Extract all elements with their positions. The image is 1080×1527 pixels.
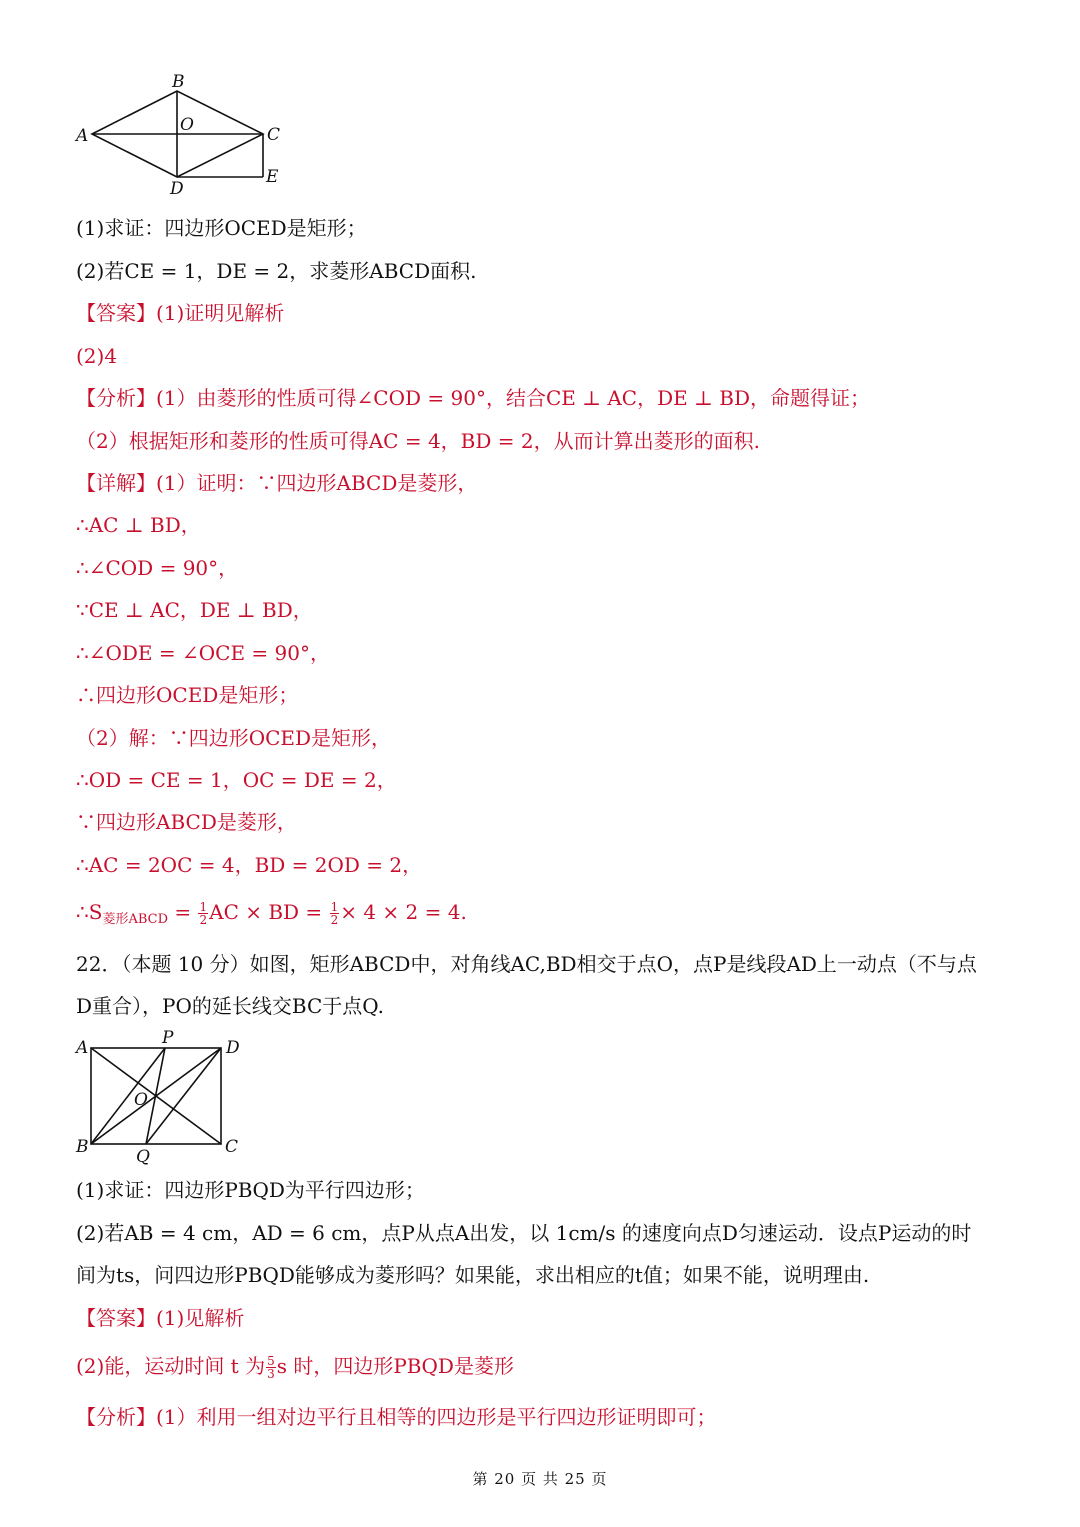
label-O: O bbox=[180, 115, 194, 135]
q22-answer2 bbox=[76, 1352, 514, 1380]
fraction-half: $\frac{1}{2}$ bbox=[199, 900, 208, 927]
label-A: A bbox=[76, 1038, 89, 1058]
q22-analysis1: 【分析】(1）利用一组对边平行且相等的四边形是平行四边形证明即可； bbox=[76, 1405, 717, 1429]
q22-part2-line2: 间为ts，问四边形PBQD能够成为菱形吗？如果能，求出相应的t值；如果不能，说明理由. bbox=[76, 1263, 870, 1287]
q21-part1: (1)求证：四边形OCED是矩形； bbox=[76, 216, 367, 240]
answer2-suffix: s 时，四边形PBQD是菱形 bbox=[276, 1354, 514, 1378]
area-mid: AC × BD = bbox=[209, 900, 329, 924]
label-A: A bbox=[76, 126, 89, 146]
q22-part2-line1: (2)若AB = 4 cm，AD = 6 cm，点P从点A出发，以 1cm/s 的速度向点D匀速运动．设点P运动的时 bbox=[76, 1221, 972, 1245]
q21-analysis2: （2）根据矩形和菱形的性质可得AC = 4，BD = 2，从而计算出菱形的面积. bbox=[76, 429, 760, 453]
q22-answer1: 【答案】(1)见解析 bbox=[76, 1306, 245, 1330]
page-footer: 第 20 页 共 25 页 bbox=[472, 1470, 608, 1488]
area-subscript: 菱形ABCD bbox=[102, 912, 168, 927]
q21-detail-line: ∴AC = 2OC = 4，BD = 2OD = 2， bbox=[76, 853, 423, 877]
q21-detail-line: 【详解】(1）证明：∵四边形ABCD是菱形， bbox=[76, 471, 478, 495]
label-D: D bbox=[226, 1038, 240, 1058]
q21-area-formula: $\therefore S_{菱形ABCD}$ = $\frac{1}{2}$ AC × BD = $\frac{1}{2}$ × 4 × 2 = 4. bbox=[76, 900, 467, 927]
rhombus-figure bbox=[70, 70, 290, 200]
q22-part1: (1)求证：四边形PBQD为平行四边形； bbox=[76, 1178, 425, 1202]
rectangle-figure bbox=[70, 1025, 260, 1170]
q21-detail-line: ∵CE ⊥ AC，DE ⊥ BD， bbox=[76, 598, 313, 622]
label-D: D bbox=[170, 179, 184, 199]
label-E: E bbox=[266, 167, 279, 187]
label-O: O bbox=[134, 1090, 148, 1110]
label-B: B bbox=[76, 1137, 89, 1157]
label-Q: Q bbox=[136, 1147, 150, 1167]
fraction-five-thirds: $\frac{5}{3}$ bbox=[267, 1354, 275, 1381]
label-B: B bbox=[172, 72, 185, 92]
label-C: C bbox=[225, 1137, 239, 1157]
q21-part2: (2)若CE = 1，DE = 2，求菱形ABCD面积. bbox=[76, 259, 477, 283]
q21-answer1: 【答案】(1)证明见解析 bbox=[76, 301, 285, 325]
q21-detail-line: ∴四边形OCED是矩形； bbox=[76, 683, 299, 707]
q21-detail-line: ∴∠ODE = ∠OCE = 90°， bbox=[76, 641, 330, 665]
q21-detail-line: （2）解：∵四边形OCED是矩形， bbox=[76, 726, 392, 750]
answer2-prefix: (2)能，运动时间 t 为 bbox=[76, 1354, 266, 1378]
fraction-half: $\frac{1}{2}$ bbox=[330, 900, 339, 927]
q22-stem-line2: D重合），PO的延长线交BC于点Q. bbox=[76, 994, 385, 1018]
label-P: P bbox=[162, 1028, 174, 1048]
q21-detail-line: ∵四边形ABCD是菱形， bbox=[76, 810, 297, 834]
q22-stem-line1: 22．（本题 10 分）如图，矩形ABCD中，对角线AC,BD相交于点O，点P是线段AD上一动点（不与点 bbox=[76, 952, 977, 976]
q21-detail-line: ∴AC ⊥ BD， bbox=[76, 513, 201, 537]
area-prefix: ∴S bbox=[76, 900, 103, 924]
q21-detail-line: ∴∠COD = 90°， bbox=[76, 556, 239, 580]
q21-detail-line: ∴OD = CE = 1，OC = DE = 2， bbox=[76, 768, 397, 792]
q21-analysis1: 【分析】(1）由菱形的性质可得∠COD = 90°，结合CE ⊥ AC，DE ⊥ BD，命题得证； bbox=[76, 386, 871, 410]
area-end: × 4 × 2 = 4. bbox=[340, 900, 467, 924]
q21-answer2: (2)4 bbox=[76, 344, 118, 368]
label-C: C bbox=[267, 125, 281, 145]
